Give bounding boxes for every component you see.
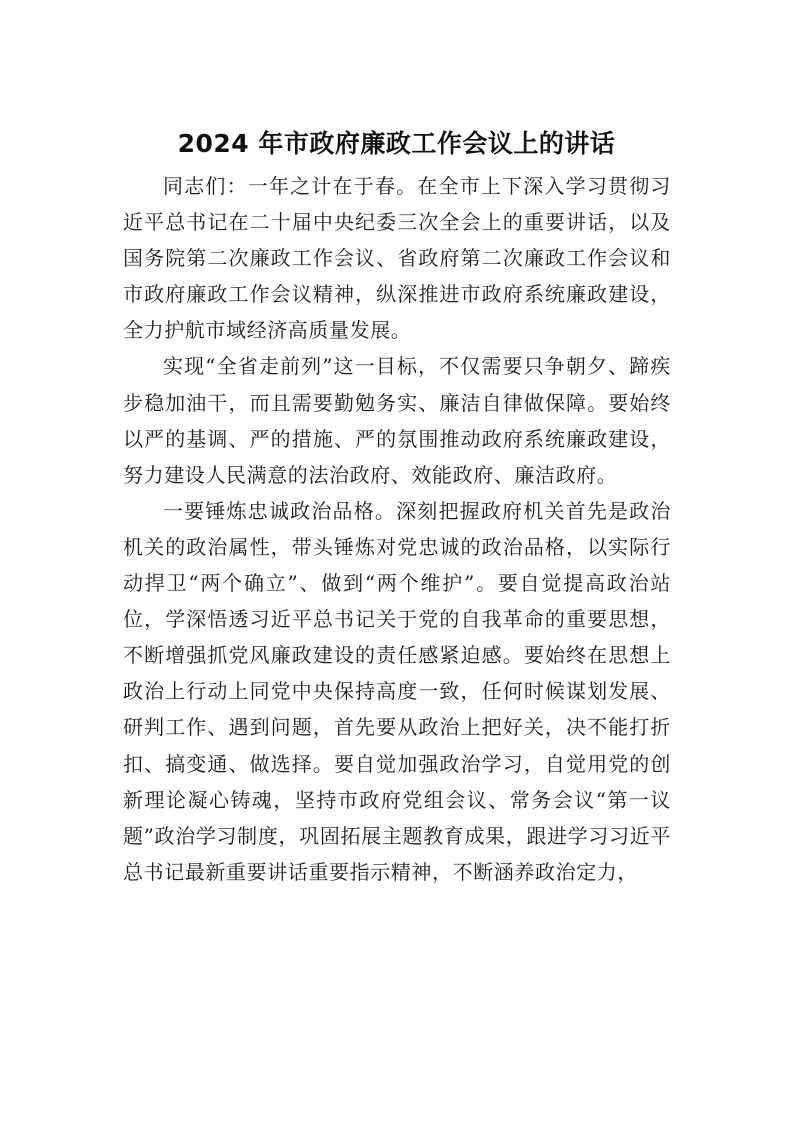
paragraph-goal: 实现“全省走前列”这一目标，不仅需要只争朝夕、蹄疾步稳加油干，而且需要勤勉务实、廉洁自律做保障。要始终以严的基调、严的措施、严的氛围推动政府系统廉政建设，努力建设人民满意的法治政府、效能政府、廉洁政府。 — [123, 354, 671, 487]
document-title: 2024 年市政府廉政工作会议上的讲话 — [177, 129, 616, 158]
paragraph-opening: 同志们：一年之计在于春。在全市上下深入学习贯彻习近平总书记在二十届中央纪委三次全会上的重要讲话，以及国务院第二次廉政工作会议、省政府第二次廉政工作会议和市政府廉政工作会议精神，纵深推进市政府系统廉政建设，全力护航市域经济高质量发展。 — [123, 174, 671, 343]
document-body — [123, 168, 671, 890]
paragraph-political-loyalty: 一要锤炼忠诚政治品格。深刻把握政府机关首先是政治机关的政治属性，带头锤炼对党忠诚的政治品格，以实际行动捍卫“两个确立”、做到“两个维护”。要自觉提高政治站位，学深悟透习近平总书记关于党的自我革命的重要思想，不断增强抓党风廉政建设的责任感紧迫感。要始终在思想上政治上行动上同党中央保持高度一致，任何时候谋划发展、研判工作、遇到问题，首先要从政治上把好关，决不能打折扣、搞变通、做选择。要自觉加强政治学习，自觉用党的创新理论凝心铸魂，坚持市政府党组会议、常务会议“第一议题”政治学习制度，巩固拓展主题教育成果，跟进学习习近平总书记最新重要讲话重要指示精神，不断涵养政治定力， — [123, 498, 671, 884]
